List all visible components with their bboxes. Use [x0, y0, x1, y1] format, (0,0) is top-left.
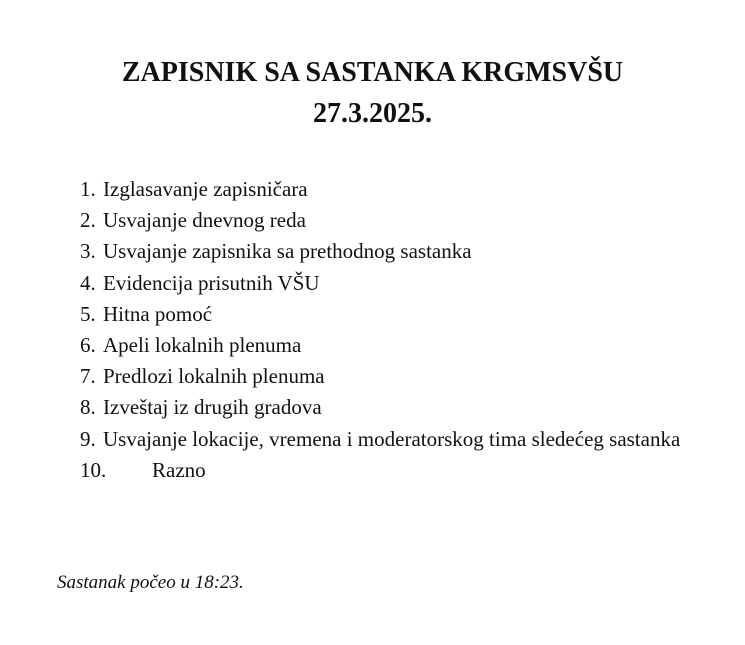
agenda-item-text: Izveštaj iz drugih gradova — [103, 395, 322, 420]
document-title: ZAPISNIK SA SASTANKA KRGMSVŠU — [121, 57, 624, 88]
agenda-item-text: Usvajanje dnevnog reda — [103, 208, 306, 233]
agenda-item — [80, 392, 703, 423]
agenda-item-number: 5. — [80, 301, 96, 326]
agenda-item-number: 2. — [80, 208, 96, 233]
agenda-item-text: Apeli lokalnih plenuma — [103, 333, 302, 358]
agenda-item-number: 1. — [80, 177, 96, 201]
agenda-item-text: Usvajanje zapisnika sa prethodnog sastanka — [103, 239, 472, 264]
agenda-item — [80, 174, 703, 205]
agenda-item — [80, 299, 703, 330]
agenda-item — [80, 268, 703, 299]
meeting-start-note: Sastanak počeo u 18:23. — [57, 572, 244, 593]
agenda-item-number: 4. — [80, 270, 96, 295]
agenda-item-number: 3. — [80, 239, 96, 264]
agenda-item-text: Usvajanje lokacije, vremena i moderatorskog tima sledećeg sastanka — [103, 426, 681, 451]
agenda-item — [80, 424, 703, 455]
agenda-item-text: Razno — [152, 457, 206, 482]
agenda-item-text: Evidencija prisutnih VŠU — [103, 270, 320, 295]
agenda-item-text: Izglasavanje zapisničara — [103, 177, 308, 201]
agenda-item — [80, 236, 703, 267]
agenda-item-number: 6. — [80, 333, 96, 358]
agenda-item — [80, 205, 703, 236]
agenda-item-number: 10. — [80, 457, 107, 482]
document-date: 27.3.2025. — [313, 98, 432, 129]
agenda-item — [80, 361, 703, 392]
agenda-list — [80, 174, 703, 486]
agenda-item-number: 8. — [80, 395, 96, 420]
agenda-item — [80, 455, 703, 486]
agenda-item — [80, 330, 703, 361]
agenda-item-text: Predlozi lokalnih plenuma — [103, 364, 325, 389]
agenda-item-number: 9. — [80, 426, 96, 451]
agenda-item-number: 7. — [80, 364, 96, 389]
agenda-item-text: Hitna pomoć — [103, 301, 213, 326]
